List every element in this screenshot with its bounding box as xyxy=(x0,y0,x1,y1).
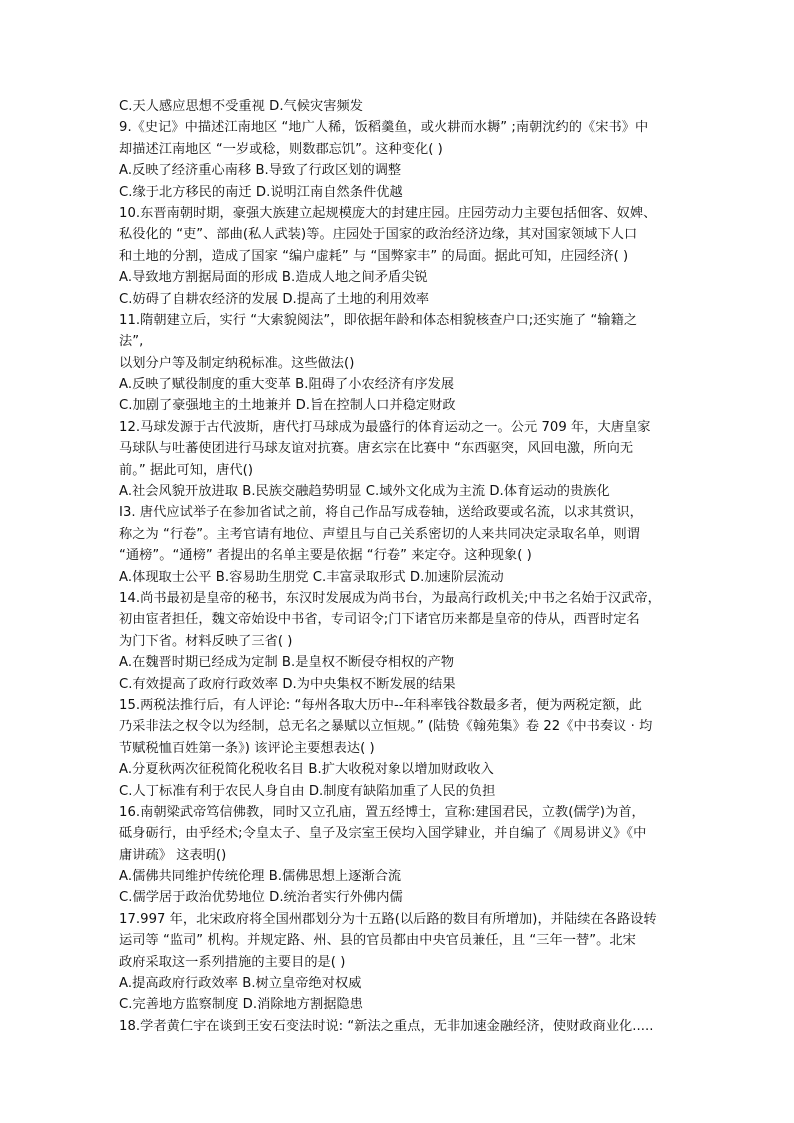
text-line: 私役化的 “吏”、部曲(私人武装)等。庄园处于国家的政治经济边缘，其对国家领域下人口 xyxy=(119,227,638,243)
text-body xyxy=(119,96,686,1037)
text-line: 初由宦者担任，魏文帝始设中书省，专司诏令;门下诸官历来都是皇帝的侍从，西晋时定名 xyxy=(119,612,640,628)
text-line: 16.南朝梁武帝笃信佛教，同时又立孔庙，置五经博士，宣称:建国君民，立教(儒学)为首， xyxy=(119,804,645,820)
text-line: C.加剧了豪强地主的土地兼并 D.旨在控制人口并稳定财政 xyxy=(119,398,456,414)
text-line: A.反映了赋役制度的重大变革 B.阻碍了小农经济有序发展 xyxy=(119,377,455,393)
text-line: 法”, xyxy=(119,334,144,350)
text-line: I3. 唐代应试举子在参加省试之前，将自己作品写成卷轴，送给政要或名流，以求其赏识， xyxy=(119,505,643,521)
text-line: 称之为 “行卷”。主考官请有地位、声望且与自己关系密切的人来共同决定录取名单，则谓 xyxy=(119,526,641,542)
text-line: C.有效提高了政府行政效率 D.为中央集权不断发展的结果 xyxy=(119,676,456,692)
text-line: 17.997 年，北宋政府将全国州郡划分为十五路(以后路的数目有所增加)，并陆续在各路设转 xyxy=(119,911,657,927)
text-line: 为门下省。材料反映了三省( ) xyxy=(119,633,293,649)
text-line: 却描述江南地区 “一岁或稔，则数郡忘饥”。这种变化( ) xyxy=(119,141,443,157)
text-line: C.儒学居于政治优势地位 D.统治者实行外佛内儒 xyxy=(119,890,403,906)
text-line: A.体现取士公平 B.容易助生朋党 C.丰富录取形式 D.加速阶层流动 xyxy=(119,569,504,585)
text-line: 18.学者黄仁宇在谈到王安石变法时说: “新法之重点，无非加速金融经济，使财政商业化..... xyxy=(119,1018,654,1034)
text-line: 和土地的分割，造成了国家 “编户虚耗” 与 “国弊家丰” 的局面。据此可知，庄园经济( ) xyxy=(119,248,629,264)
text-line: 15.两税法推行后，有人评论: “每州各取大历中--年科率钱谷数最多者，便为两税定额，此 xyxy=(119,697,642,713)
text-line: A.在魏晋时期已经成为定制 B.是皇权不断侵夺相权的产物 xyxy=(119,655,455,671)
text-line: A.儒佛共同维护传统伦理 B.儒佛思想上逐渐合流 xyxy=(119,869,402,885)
text-line: C.妨碍了自耕农经济的发展 D.提高了土地的利用效率 xyxy=(119,291,430,307)
text-line: A.反映了经济重心南移 B.导致了行政区划的调整 xyxy=(119,163,402,179)
text-line: 14.尚书最初是皇帝的秘书，东汉时发展成为尚书台，为最高行政机关;中书之名始于汉武帝， xyxy=(119,590,661,606)
text-line: 12.马球发源于古代波斯，唐代打马球成为最盛行的体育运动之一。公元 709 年，大唐皇家 xyxy=(119,419,651,435)
text-line: 庸讲疏》 这表明() xyxy=(119,847,227,863)
text-line: 前。” 据此可知，唐代() xyxy=(119,462,254,478)
text-line: 马球队与吐蕃使团进行马球友谊对抗赛。唐玄宗在比赛中 “东西驱突，风回电激，所向无 xyxy=(119,441,634,457)
text-line: A.提高政府行政效率 B.树立皇帝绝对权威 xyxy=(119,976,362,992)
text-line: 乃采非法之权令以为经制，总无名之暴赋以立恒规。” (陆贽《翰苑集》卷 22《中书奏议 · 均 xyxy=(119,719,653,735)
text-line: 以划分户等及制定纳税标准。这些做法() xyxy=(119,355,355,371)
text-line: A.导致地方割据局面的形成 B.造成人地之间矛盾尖锐 xyxy=(119,270,428,286)
text-line: C.天人感应思想不受重视 D.气候灾害频发 xyxy=(119,99,363,114)
text-line: 9.《史记》中描述江南地区 “地广人稀，饭稻羹鱼，或火耕而水耨” ;南朝沈约的《宋书》中 xyxy=(119,120,649,136)
text-line: 砥身砺行，由乎经术;令皇太子、皇子及宗室王侯均入国学肄业，并自编了《周易讲义》《中 xyxy=(119,826,647,842)
text-line: C.人丁标准有利于农民人身自由 D.制度有缺陷加重了人民的负担 xyxy=(119,783,496,799)
text-line: A.社会风貌开放进取 B.民族交融趋势明显 C.域外文化成为主流 D.体育运动的贵族化 xyxy=(119,484,610,500)
text-line: 10.东晋南朝时期，豪强大族建立起规模庞大的封建庄园。庄园劳动力主要包括佃客、奴婢、 xyxy=(119,205,657,221)
text-line: 节赋税恤百姓第一条》) 该评论主要想表达( ) xyxy=(119,740,375,756)
text-line: A.分夏秋两次征税简化税收名目 B.扩大收税对象以增加财政收入 xyxy=(119,762,494,778)
text-line: C.完善地方监察制度 D.消除地方割据隐患 xyxy=(119,997,363,1013)
text-line: C.缘于北方移民的南迁 D.说明江南自然条件优越 xyxy=(119,184,403,200)
text-line: 政府采取这一系列措施的主要目的是( ) xyxy=(119,954,346,970)
text-line: 运司等 “监司” 机构。并规定路、州、县的官员都由中央官员兼任，且 “三年一替”。北宋 xyxy=(119,933,636,949)
text-line: “通榜”。“通榜” 者提出的名单主要是依据 “行卷” 来定夺。这种现象( ) xyxy=(119,548,532,564)
text-line: 11.隋朝建立后，实行 “大索貌阅法”，即依据年龄和体态相貌核查户口;还实施了 “输籍之 xyxy=(119,312,638,328)
